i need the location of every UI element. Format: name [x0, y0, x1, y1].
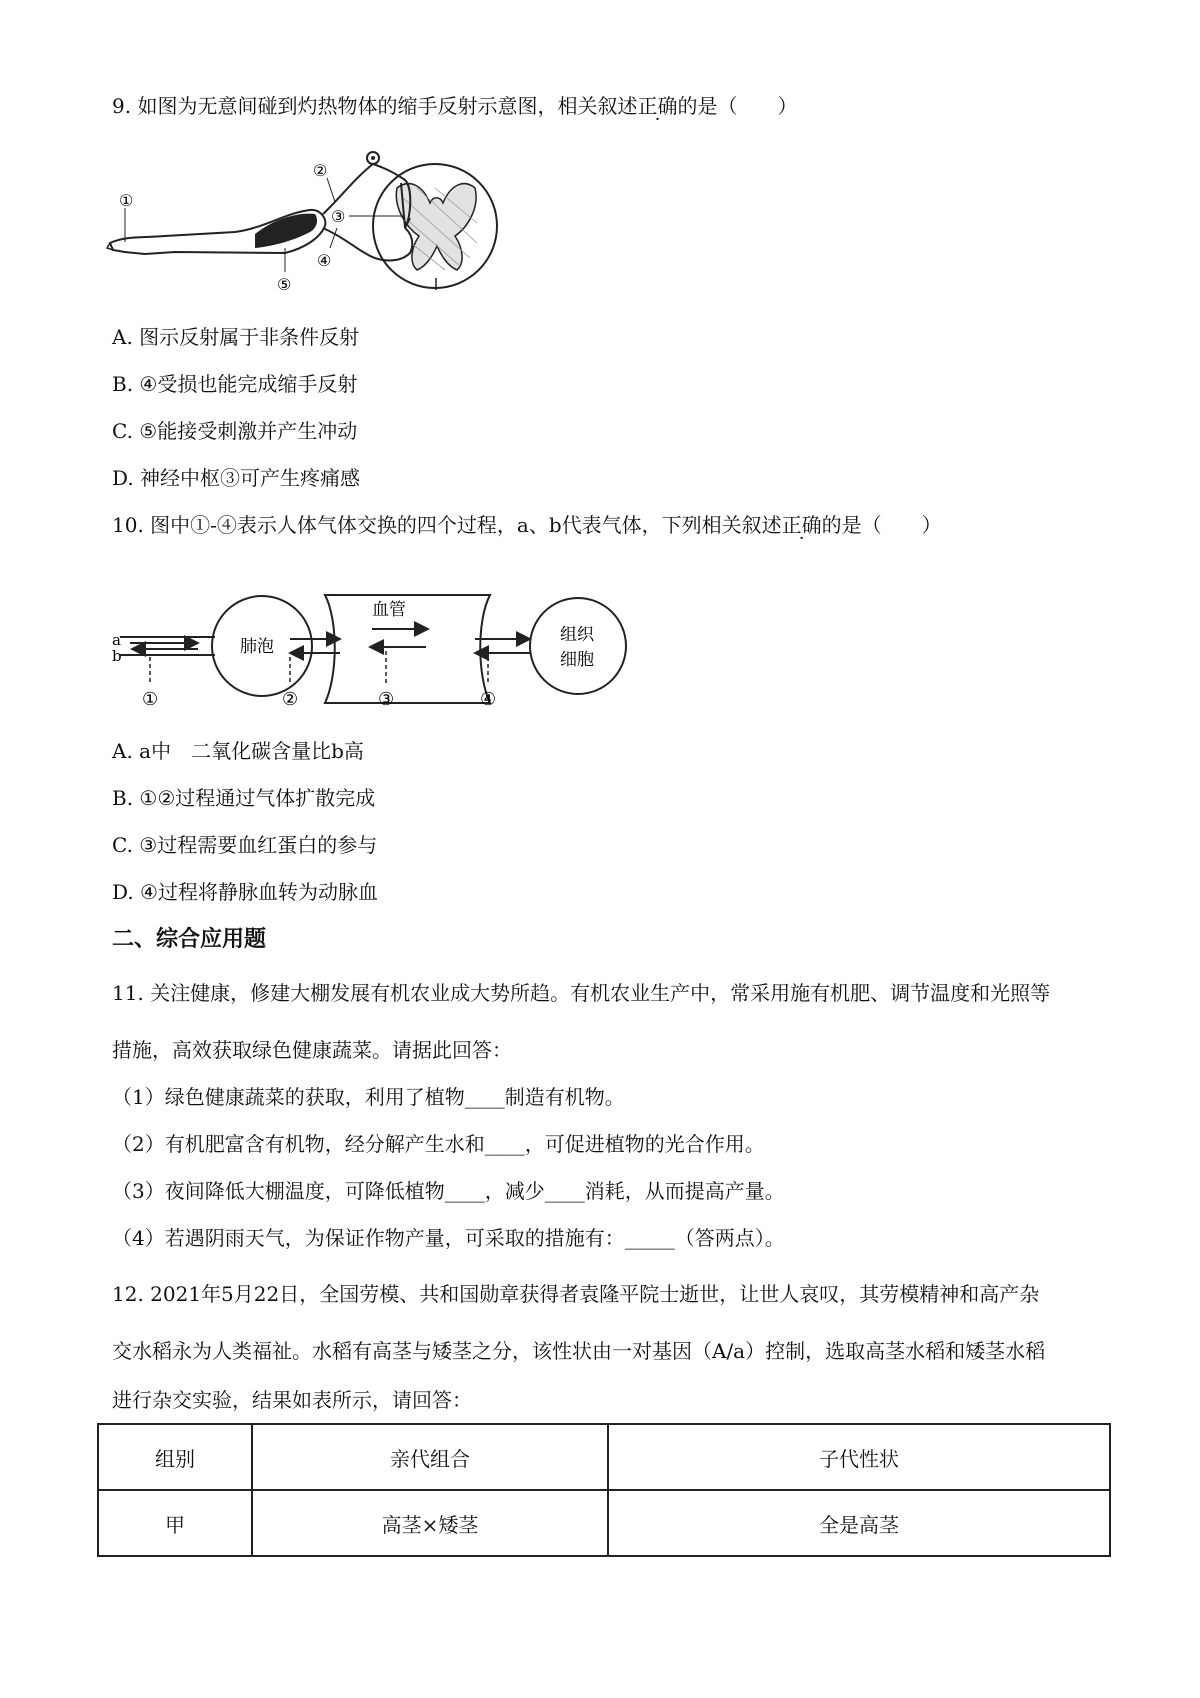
gas-b-label: b: [112, 647, 122, 665]
q10-option-b: B. ①②过程通过气体扩散完成: [112, 786, 376, 810]
section-heading: 二、综合应用题: [112, 927, 267, 952]
label-3: ③: [378, 689, 395, 710]
emphasis-text: 正确: [637, 94, 678, 118]
q9-stem: 9. 如图为无意间碰到灼热物体的缩手反射示意图，相关叙述正确的是（ ）: [112, 94, 798, 118]
q11-sub-3: （3）夜间降低大棚温度，可降低植物____，减少____消耗，从而提高产量。: [112, 1179, 785, 1203]
label-1: ①: [119, 191, 134, 210]
label-5: ⑤: [277, 275, 292, 294]
table-row: [98, 1490, 1110, 1556]
gas-exchange-diagram: [110, 585, 650, 715]
label-3: ③: [331, 207, 346, 226]
q12-stem-line2: 交水稻永为人类福祉。水稻有高茎与矮茎之分，该性状由一对基因（A/a）控制，选取高茎水稻和矮茎水稻: [112, 1339, 1046, 1363]
q11-sub-1: （1）绿色健康蔬菜的获取，利用了植物____制造有机物。: [112, 1085, 625, 1109]
table-cell: 全是高茎: [608, 1490, 1110, 1556]
q9-option-d: D. 神经中枢③可产生疼痛感: [112, 466, 361, 490]
alveolus-label: 肺泡: [240, 637, 274, 657]
label-4: ④: [480, 689, 497, 710]
label-4: ④: [317, 251, 332, 270]
table-cell: 高茎×矮茎: [252, 1490, 608, 1556]
q9-option-b: B. ④受损也能完成缩手反射: [112, 372, 358, 396]
header-cell: 子代性状: [608, 1424, 1110, 1490]
label-2: ②: [282, 689, 299, 710]
label-2: ②: [313, 161, 328, 180]
vessel-label: 血管: [372, 600, 406, 620]
q11-sub-4: （4）若遇阴雨天气，为保证作物产量，可采取的措施有：_____（答两点）。: [112, 1226, 785, 1250]
emphasis-text: 正确: [781, 513, 822, 537]
q10-stem: 10. 图中①-④表示人体气体交换的四个过程，a、b代表气体，下列相关叙述正确的是（ ）: [112, 513, 942, 537]
gas-a-label: a: [112, 631, 121, 649]
header-cell: 亲代组合: [252, 1424, 608, 1490]
q12-stem-line1: 12. 2021年5月22日，全国劳模、共和国勋章获得者袁隆平院士逝世，让世人哀叹，其劳模精神和高产杂: [112, 1282, 1040, 1306]
header-cell: 组别: [98, 1424, 252, 1490]
table-header-row: [98, 1424, 1110, 1490]
q9-option-a: A. 图示反射属于非条件反射: [112, 325, 360, 349]
q12-stem-line3: 进行杂交实验，结果如表所示，请回答：: [112, 1388, 472, 1412]
label-1: ①: [142, 689, 159, 710]
reflex-arc-diagram: [105, 148, 545, 298]
q10-option-a: A. a中 二氧化碳含量比b高: [112, 739, 364, 763]
table-cell: 甲: [98, 1490, 252, 1556]
q10-option-c: C. ③过程需要血红蛋白的参与: [112, 833, 378, 857]
cell-label-1: 组织: [560, 625, 594, 645]
q11-stem-line2: 措施，高效获取绿色健康蔬菜。请据此回答：: [112, 1038, 512, 1062]
q11-sub-2: （2）有机肥富含有机物，经分解产生水和____，可促进植物的光合作用。: [112, 1132, 765, 1156]
results-table: [97, 1423, 1111, 1557]
q9-option-c: C. ⑤能接受刺激并产生冲动: [112, 419, 358, 443]
q11-stem-line1: 11. 关注健康，修建大棚发展有机农业成大势所趋。有机农业生产中，常采用施有机肥、调节温度和光照等: [112, 981, 1051, 1005]
q10-option-d: D. ④过程将静脉血转为动脉血: [112, 880, 378, 904]
cell-label-2: 细胞: [560, 650, 594, 670]
